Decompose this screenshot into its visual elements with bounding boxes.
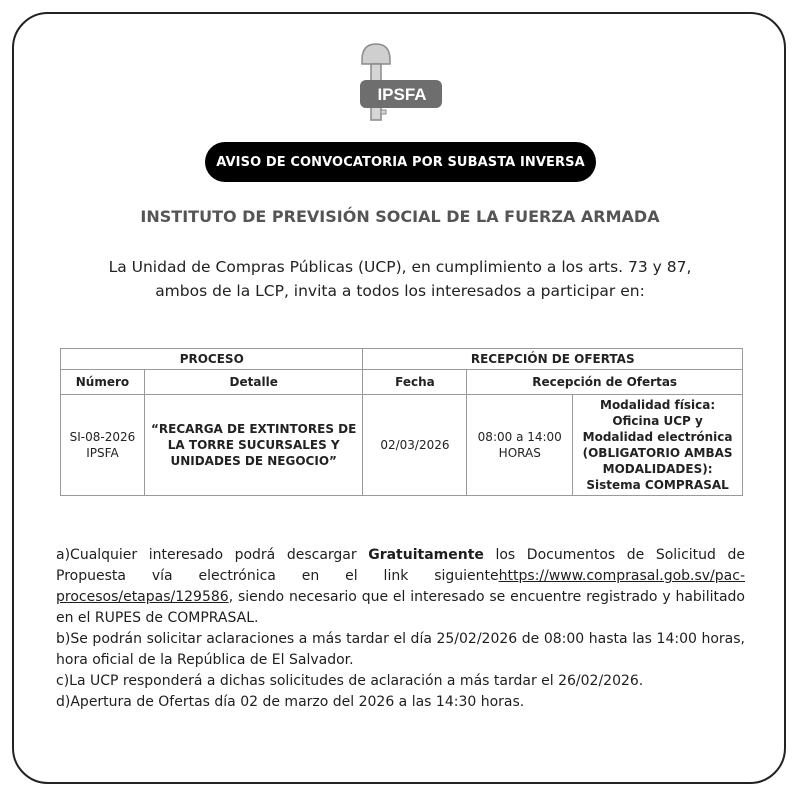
detalle-line: “RECARGA DE EXTINTORES DE	[151, 422, 357, 436]
modalidad-line: Sistema COMPRASAL	[586, 478, 729, 492]
item-b: b)Se podrán solicitar aclaraciones a más tardar el día 25/02/2026 de 08:00 hasta las 14:00 horas, hora oficial de la República de El Salvador.	[56, 631, 745, 668]
modalidad-line: MODALIDADES):	[602, 462, 713, 476]
item-a-bold: Gratuitamente	[368, 547, 484, 563]
ipsfa-logo	[358, 42, 444, 124]
item-c: c)La UCP responderá a dichas solicitudes de aclaración a más tardar el 26/02/2026.	[56, 673, 644, 689]
modalidad-line: Oficina UCP y	[612, 414, 703, 428]
process-table	[60, 348, 743, 496]
logo-text: IPSFA	[377, 85, 427, 104]
cell-numero	[61, 395, 145, 496]
horario-line: HORAS	[498, 446, 541, 460]
item-a-text: , siendo necesario que el interesado se encuentre registrado y habilitado en el RUPES de COMPRASAL.	[56, 589, 745, 626]
cell-horario	[467, 395, 573, 496]
modalidad-line: (OBLIGATORIO AMBAS	[582, 446, 733, 460]
modalidad-line: Modalidad física:	[600, 398, 716, 412]
col-fecha: Fecha	[363, 370, 467, 395]
cell-fecha: 02/03/2026	[363, 395, 467, 496]
header-proceso: PROCESO	[61, 349, 363, 370]
notice-type-badge: AVISO DE CONVOCATORIA POR SUBASTA INVERSA	[205, 142, 596, 182]
comprasal-link[interactable]: https://www.comprasal.gob.sv/pac-procesos/etapas/129586	[56, 568, 745, 605]
numero-line: IPSFA	[86, 446, 119, 460]
cell-detalle	[144, 395, 363, 496]
horario-line: 08:00 a 14:00	[477, 430, 562, 444]
header-recepcion-ofertas: RECEPCIÓN DE OFERTAS	[363, 349, 743, 370]
intro-line-1: La Unidad de Compras Públicas (UCP), en cumplimiento a los arts. 73 y 87,	[108, 258, 692, 276]
modalidad-line: Modalidad electrónica	[582, 430, 733, 444]
item-a-text: a)Cualquier interesado podrá descargar	[56, 547, 369, 563]
intro-text	[60, 255, 740, 303]
conditions-list	[56, 545, 745, 713]
institution-title: INSTITUTO DE PREVISIÓN SOCIAL DE LA FUERZA ARMADA	[140, 207, 660, 226]
item-d: d)Apertura de Ofertas día 02 de marzo del 2026 a las 14:30 horas.	[56, 694, 525, 710]
detalle-line: UNIDADES DE NEGOCIO”	[170, 454, 337, 468]
item-a-text: los Documentos de Solicitud de Propuesta vía electrónica en el link siguiente	[56, 547, 745, 584]
col-recepcion: Recepción de Ofertas	[467, 370, 743, 395]
cell-modalidad	[573, 395, 743, 496]
table-row	[61, 395, 743, 496]
item-a	[56, 545, 745, 629]
col-numero: Número	[61, 370, 145, 395]
detalle-line: LA TORRE SUCURSALES Y	[167, 438, 340, 452]
col-detalle: Detalle	[144, 370, 363, 395]
numero-line: SI-08-2026	[69, 430, 136, 444]
intro-line-2: ambos de la LCP, invita a todos los interesados a participar en:	[155, 282, 645, 300]
